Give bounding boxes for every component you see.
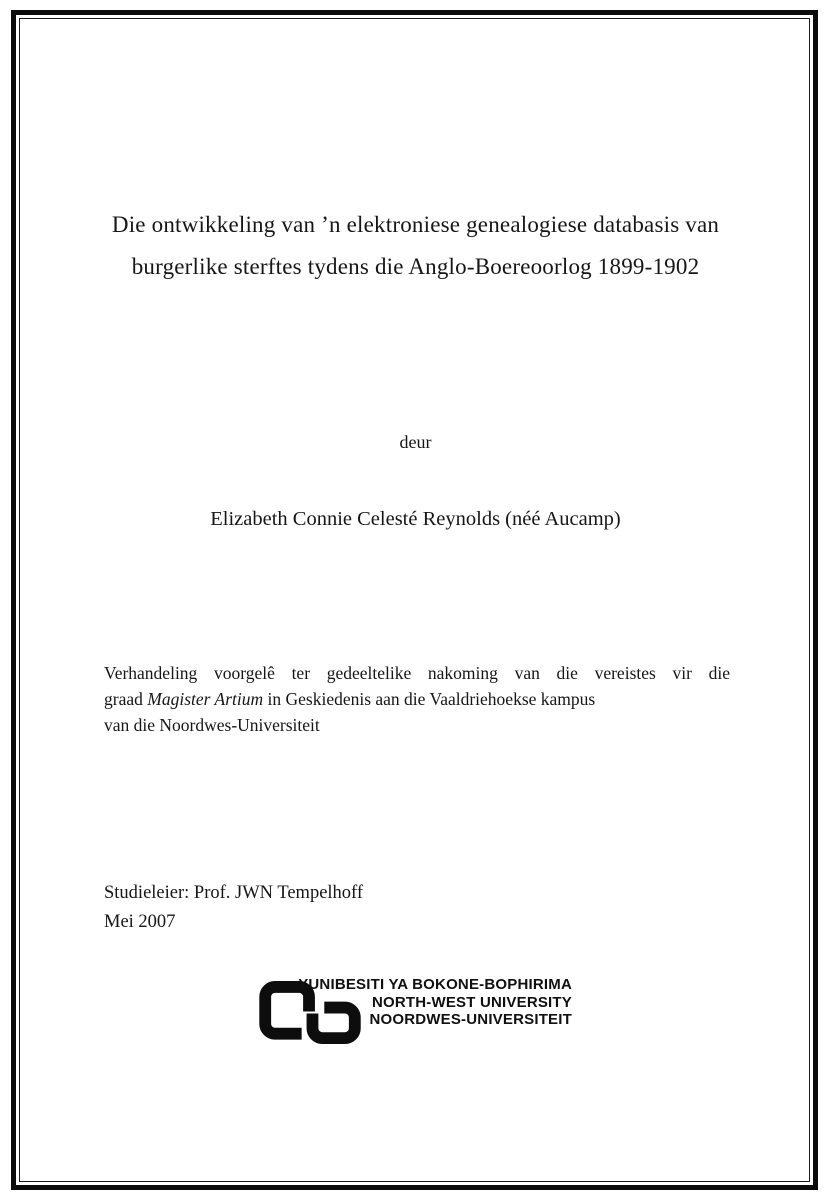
supervisor-line: Studieleier: Prof. JWN Tempelhoff xyxy=(104,883,364,903)
date-line: Mei 2007 xyxy=(104,911,176,932)
thesis-title xyxy=(60,204,771,288)
university-name-setswana: YUNIBESITI YA BOKONE-BOPHIRIMA xyxy=(298,976,572,993)
university-name-english: NORTH-WEST UNIVERSITY xyxy=(371,993,572,1011)
author-name: Elizabeth Connie Celesté Reynolds (néé Aucamp) xyxy=(210,508,621,530)
submission-statement-line2-pre: graad xyxy=(104,689,148,709)
byline: deur xyxy=(399,432,432,452)
university-name-afrikaans: NOORDWES-UNIVERSITEIT xyxy=(369,1011,572,1028)
university-logo-text xyxy=(280,976,572,1029)
degree-name-italic: Magister Artium xyxy=(147,689,264,709)
signoff-block xyxy=(104,879,363,936)
submission-statement-line2 xyxy=(104,686,730,712)
submission-statement-line3: van die Noordwes-Universiteit xyxy=(104,715,320,735)
submission-statement-line2-post: in Geskiedenis aan die Vaaldriehoekse kampus xyxy=(263,689,596,709)
submission-statement-line1: Verhandeling voorgelê ter gedeeltelike nakoming van die vereistes vir die xyxy=(104,663,730,683)
thesis-title-line2: burgerlike sterftes tydens die Anglo-Boereoorlog 1899-1902 xyxy=(131,254,700,279)
submission-statement xyxy=(104,660,730,738)
thesis-title-line1: Die ontwikkeling van ’n elektroniese genealogiese databasis van xyxy=(111,212,720,237)
